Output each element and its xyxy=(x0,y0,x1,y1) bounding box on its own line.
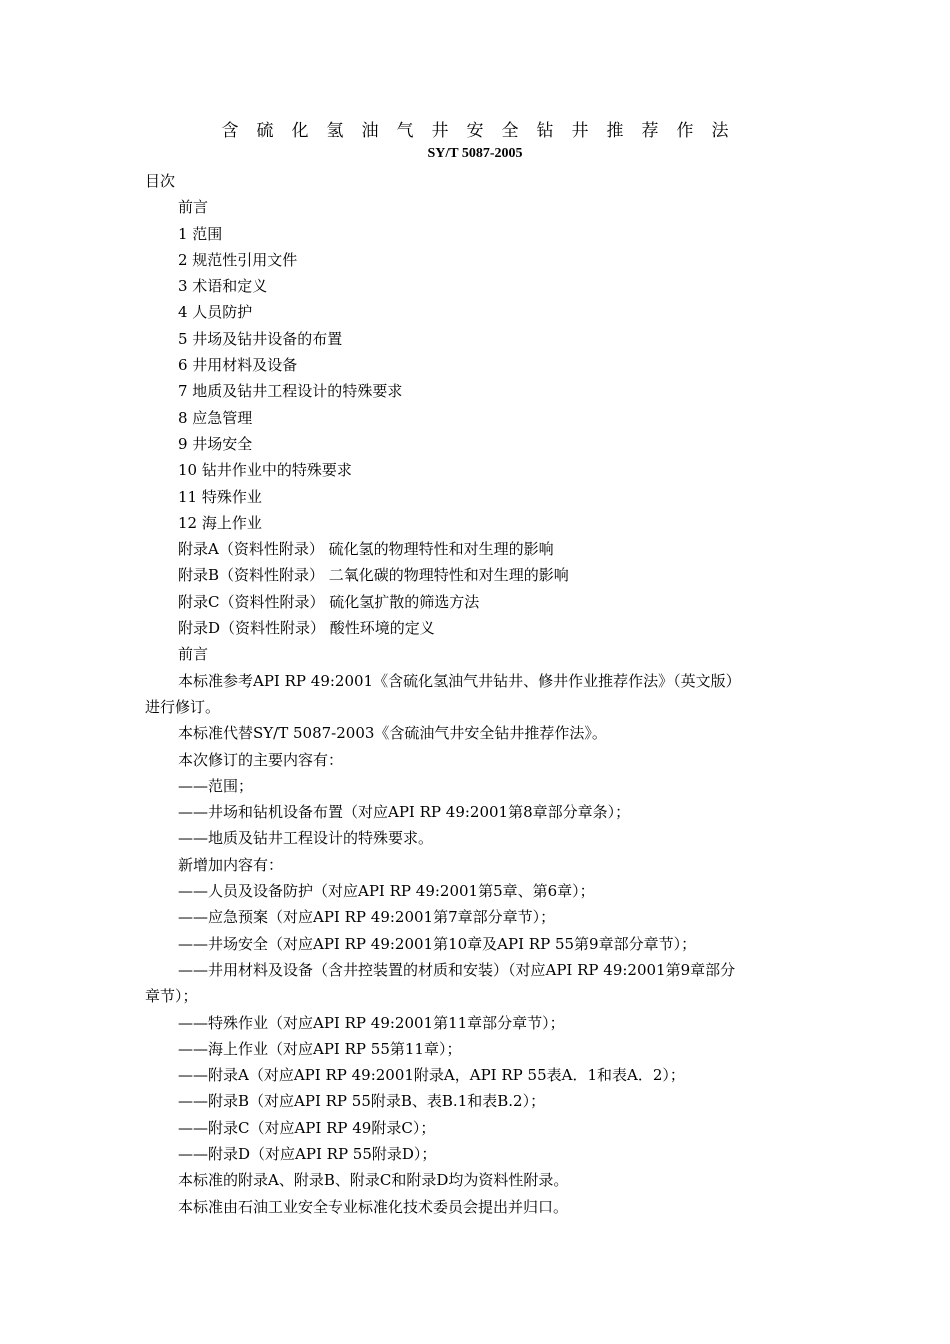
preface-line: ——应急预案（对应API RP 49:2001第7章部分章节）； xyxy=(178,908,556,927)
preface-line: ——井场和钻机设备布置（对应API RP 49:2001第8章部分章条）； xyxy=(178,803,631,822)
preface-body xyxy=(145,668,815,1220)
preface-line: 本标准代替SY/T 5087-2003《含硫油气井安全钻井推荐作法》。 xyxy=(178,724,607,743)
preface-line: ——人员及设备防护（对应API RP 49:2001第5章、第6章）； xyxy=(178,882,595,901)
preface-line: 进行修订。 xyxy=(145,697,221,716)
document-title: 含硫化氢油气井安全钻井推荐作法 xyxy=(221,121,747,141)
document-body xyxy=(145,168,815,1220)
toc-item: 7 地质及钻井工程设计的特殊要求 xyxy=(178,382,403,401)
preface-line: ——附录D（对应API RP 55附录D）； xyxy=(178,1144,437,1163)
preface-heading: 前言 xyxy=(178,645,209,664)
toc-item: 附录C（资料性附录） 硫化氢扩散的筛选方法 xyxy=(178,592,480,611)
preface-line: ——附录A（对应API RP 49:2001附录A，API RP 55表A．1和表A．2）； xyxy=(178,1066,685,1085)
toc-item: 1 范围 xyxy=(178,224,223,243)
toc-heading: 目次 xyxy=(145,172,176,190)
standard-code: SY/T 5087-2005 xyxy=(427,146,523,161)
preface-line: ——附录C（对应API RP 49附录C）； xyxy=(178,1118,436,1137)
preface-line: 本标准由石油工业安全专业标准化技术委员会提出并归口。 xyxy=(178,1197,569,1216)
toc-item: 附录A（资料性附录） 硫化氢的物理特性和对生理的影响 xyxy=(178,540,554,559)
toc-item: 5 井场及钻井设备的布置 xyxy=(178,329,343,348)
preface-line: ——地质及钻井工程设计的特殊要求。 xyxy=(178,829,434,848)
toc-item: 11 特殊作业 xyxy=(178,487,262,506)
toc-item: 附录D（资料性附录） 酸性环境的定义 xyxy=(178,619,435,638)
preface-line: 本次修订的主要内容有： xyxy=(178,750,344,769)
toc-item: 4 人员防护 xyxy=(178,303,253,322)
toc-item: 前言 xyxy=(178,198,209,217)
toc-item: 3 术语和定义 xyxy=(178,277,268,296)
preface-line: 章节）； xyxy=(145,987,198,1006)
toc-item: 6 井用材料及设备 xyxy=(178,356,298,375)
preface-line: ——特殊作业（对应API RP 49:2001第11章部分章节）； xyxy=(178,1013,565,1032)
toc-item: 8 应急管理 xyxy=(178,408,253,427)
toc-item: 12 海上作业 xyxy=(178,513,262,532)
preface-line: ——井场安全（对应API RP 49:2001第10章及API RP 55第9章部分章节）； xyxy=(178,934,697,953)
preface-line: 新增加内容有： xyxy=(178,855,284,874)
preface-line: ——附录B（对应API RP 55附录B、表B.1和表B.2）； xyxy=(178,1092,546,1111)
toc-item: 2 规范性引用文件 xyxy=(178,250,298,269)
toc-list xyxy=(145,194,815,641)
preface-line: ——海上作业（对应API RP 55第11章）； xyxy=(178,1039,462,1058)
toc-item: 9 井场安全 xyxy=(178,434,253,453)
preface-line: 本标准的附录A、附录B、附录C和附录D均为资料性附录。 xyxy=(178,1171,569,1190)
preface-line: ——井用材料及设备（含井控装置的材质和安装）（对应API RP 49:2001第9章部分 xyxy=(178,960,736,979)
preface-line: ——范围； xyxy=(178,776,254,795)
toc-item: 附录B（资料性附录） 二氧化碳的物理特性和对生理的影响 xyxy=(178,566,569,585)
preface-line: 本标准参考API RP 49:2001《含硫化氢油气井钻井、修井作业推荐作法》（英文版） xyxy=(178,671,741,690)
toc-item: 10 钻井作业中的特殊要求 xyxy=(178,461,352,480)
